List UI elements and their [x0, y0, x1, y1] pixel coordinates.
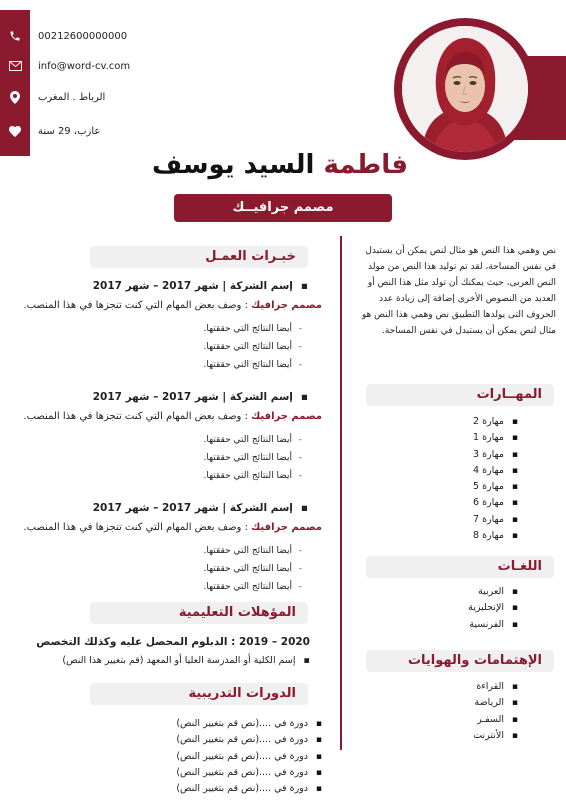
job-company-dates: ▪ إسم الشركة | شهر 2017 – شهر 2017: [93, 391, 308, 403]
training-item: ▪ دورة في ....(نص قم بتغيير النص): [122, 781, 322, 797]
education-heading: المؤهلات التعليمية: [90, 602, 308, 624]
personal-info-text: عازب، 29 سنة: [38, 126, 101, 137]
full-name: [150, 150, 410, 180]
interests-list: [358, 679, 518, 744]
language-item: ▪ العربية: [358, 584, 518, 600]
job-result-item: - أيضا النتائج التي حققتها.: [204, 356, 302, 374]
languages-heading: اللغـات: [366, 556, 554, 578]
job-result-item: - أيضا النتائج التي حققتها.: [204, 560, 302, 578]
interest-item: ▪ القراءة: [358, 679, 518, 695]
about-paragraph: نص وهمي هذا النص هو مثال لنص يمكن أن يستبدل في نفس المساحة، لقد تم توليد هذا النص من مولد النص العربى، حيث يمكنك أن تولد مثل هذا النص أو العديد من النصوص الأخرى إضافة إلى زيادة عدد الحروف التى يولدها التطبيق نص وهمي هذا النص هو مثال لنص يمكن أن يستبدل في نفس المساحة.: [361, 246, 556, 336]
contact-sidebar: [0, 10, 30, 156]
interest-item: ▪ الرياضة: [358, 695, 518, 711]
training-item: ▪ دورة في ....(نص قم بتغيير النص): [122, 732, 322, 748]
location-text: الرباط . المغرب: [38, 92, 106, 103]
email-text: info@word-cv.com: [38, 61, 131, 72]
job-duties: : وصف بعض المهام التي كنت تنجزها في هذا المنصب.: [23, 522, 252, 533]
skill-item: ▪ مهارة 2: [358, 414, 518, 430]
first-name: فاطمة: [323, 150, 408, 180]
job-duties: : وصف بعض المهام التي كنت تنجزها في هذا المنصب.: [23, 411, 252, 422]
job-description: [23, 300, 322, 311]
job-role: مصمم جرافيك: [251, 300, 322, 311]
training-heading: الدورات التدريبية: [90, 683, 308, 705]
skill-item: ▪ مهارة 7: [358, 512, 518, 528]
interest-item: ▪ الأنترنت: [358, 728, 518, 744]
skill-item: ▪ مهارة 3: [358, 447, 518, 463]
skill-item: ▪ مهارة 8: [358, 528, 518, 544]
phone-icon: [0, 26, 30, 46]
training-item: ▪ دورة في ....(نص قم بتغيير النص): [122, 765, 322, 781]
language-item: ▪ الفرنسية: [358, 617, 518, 633]
job-result-item: - أيضا النتائج التي حققتها.: [204, 542, 302, 560]
heart-icon: [0, 121, 30, 141]
job-company-dates: ▪ إسم الشركة | شهر 2017 – شهر 2017: [93, 280, 308, 292]
location-pin-icon: [0, 87, 30, 107]
training-list: [122, 716, 322, 797]
job-results-list: [204, 542, 302, 596]
training-item: ▪ دورة في ....(نص قم بتغيير النص): [122, 749, 322, 765]
skills-heading: المهــارات: [366, 384, 554, 406]
skill-item: ▪ مهارة 1: [358, 430, 518, 446]
skill-item: ▪ مهارة 6: [358, 495, 518, 511]
profile-photo: [402, 26, 528, 152]
job-description: [23, 522, 322, 533]
job-results-list: [204, 320, 302, 374]
interest-item: ▪ السفـر: [358, 712, 518, 728]
phone-text: 00212600000000: [38, 31, 128, 42]
job-description: [23, 411, 322, 422]
job-result-item: - أيضا النتائج التي حققتها.: [204, 578, 302, 596]
education-school: ▪ إسم الكلية أو المدرسة العليا أو المعهد (قم بتغيير هذا النص): [62, 655, 310, 666]
education-degree: 2020 – 2019 : الدبلوم المحصل عليه وكذلك التخصص: [36, 636, 310, 648]
skills-list: [358, 414, 518, 544]
skill-item: ▪ مهارة 5: [358, 479, 518, 495]
job-title-banner: مصمم جرافيــك: [174, 194, 392, 222]
job-role: مصمم جرافيك: [251, 522, 322, 533]
job-result-item: - أيضا النتائج التي حققتها.: [204, 467, 302, 485]
column-divider: [340, 236, 342, 750]
job-results-list: [204, 431, 302, 485]
experience-heading: خبـرات العمـل: [90, 246, 308, 268]
interests-heading: الإهتمامات والهوايات: [366, 650, 554, 672]
languages-list: [358, 584, 518, 633]
skill-item: ▪ مهارة 4: [358, 463, 518, 479]
training-item: ▪ دورة في ....(نص قم بتغيير النص): [122, 716, 322, 732]
mail-icon: [0, 56, 30, 76]
last-name: السيد يوسف: [152, 150, 315, 180]
job-result-item: - أيضا النتائج التي حققتها.: [204, 338, 302, 356]
job-result-item: - أيضا النتائج التي حققتها.: [204, 320, 302, 338]
language-item: ▪ الإنجليزية: [358, 600, 518, 616]
job-company-dates: ▪ إسم الشركة | شهر 2017 – شهر 2017: [93, 502, 308, 514]
job-result-item: - أيضا النتائج التي حققتها.: [204, 431, 302, 449]
job-duties: : وصف بعض المهام التي كنت تنجزها في هذا المنصب.: [23, 300, 252, 311]
job-role: مصمم جرافيك: [251, 411, 322, 422]
job-result-item: - أيضا النتائج التي حققتها.: [204, 449, 302, 467]
